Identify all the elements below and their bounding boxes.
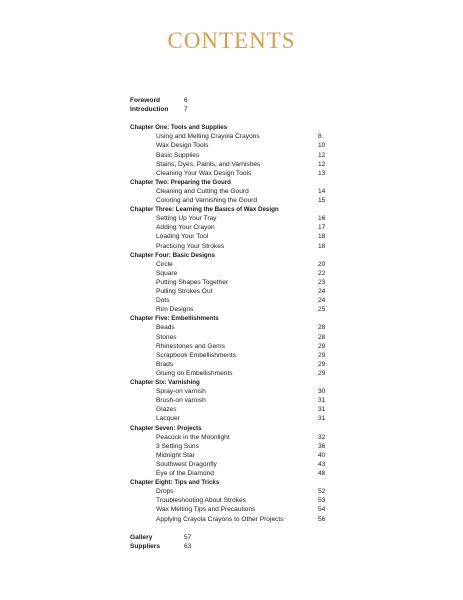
section-entry	[0, 360, 463, 369]
section-entry-label: Cleaning and Cutting the Gourd	[156, 187, 249, 195]
section-entry	[0, 287, 463, 296]
section-entry-page-number: 29	[318, 342, 326, 350]
section-entry	[0, 369, 463, 378]
section-entry-label: Eye of the Diamond	[156, 470, 214, 477]
section-entry-page-number: 15	[318, 197, 326, 204]
section-entry-label: Putting Shapes Together	[156, 278, 229, 286]
front-matter-entry-label: Foreword	[130, 97, 161, 104]
section-entry-page-number: 53	[318, 497, 326, 505]
section-entry	[0, 269, 463, 278]
section-entry-label: Midnight Star	[156, 451, 195, 459]
back-matter-entry	[0, 533, 463, 542]
section-entry-page-number: 18	[318, 242, 326, 250]
section-entry	[0, 278, 463, 287]
section-entry-page-number: 24	[318, 297, 326, 305]
section-entry	[0, 296, 463, 305]
section-entry-label: Applying Crayola Crayons to Other Projects	[156, 515, 284, 523]
section-entry-page-number: 43	[318, 460, 326, 468]
section-entry-page-number: 12	[318, 151, 326, 159]
section-entry-page-number: 36	[318, 442, 326, 450]
section-entry-page-number: 14	[318, 187, 326, 195]
section-entry	[0, 469, 463, 478]
section-entry	[0, 242, 463, 251]
section-entry-page-number: 22	[318, 269, 326, 277]
section-entry-page-number: 8	[318, 133, 322, 141]
section-entry-label: Rim Designs	[156, 306, 194, 314]
section-entry-page-number: 20	[318, 260, 326, 268]
section-entry-page-number: 31	[318, 415, 326, 423]
section-entry-label: Basic Supplies	[156, 151, 200, 159]
section-entry-label: Brush-on varnish	[156, 397, 206, 405]
back-matter-entry-label: Gallery	[130, 533, 153, 541]
section-entry	[0, 187, 463, 196]
section-entry-label: Rhinestones and Gems	[156, 342, 225, 350]
section-entry	[0, 196, 463, 205]
back-matter-entry-page-number: 57	[184, 533, 192, 541]
section-entry-label: Stains, Dyes, Paints, and Varnishes	[156, 160, 261, 168]
section-entry-page-number: 31	[318, 397, 326, 405]
section-entry-page-number: 29	[318, 360, 326, 368]
front-matter-entry-page-number: 7	[184, 106, 188, 114]
section-entry-label: Glazes	[156, 406, 177, 414]
section-entry-label: Cleaning Your Wax Design Tools	[156, 169, 252, 177]
section-entry	[0, 232, 463, 241]
section-entry	[0, 515, 463, 524]
front-matter-entry-page-number: 6	[184, 97, 188, 104]
section-entry-label: Square	[156, 269, 178, 277]
section-entry	[0, 414, 463, 423]
section-entry-label: Wax Melting Tips and Precautions	[156, 506, 256, 514]
chapter-heading: Chapter Two: Preparing the Gourd	[130, 178, 231, 186]
section-entry	[0, 323, 463, 332]
section-entry-label: Lacquer	[156, 415, 180, 423]
section-entry-page-number: 16	[318, 215, 326, 223]
section-entry	[0, 433, 463, 442]
chapter-heading: Chapter Seven: Projects	[130, 424, 202, 432]
section-entry-label: Southwest Dragonfly	[156, 460, 217, 468]
contents-title: CONTENTS	[167, 28, 296, 53]
section-entry	[0, 387, 463, 396]
section-entry	[0, 169, 463, 178]
front-matter-entry	[0, 96, 463, 105]
section-entry-label: Wax Design Tools	[156, 142, 209, 150]
section-entry	[0, 442, 463, 451]
section-entry	[0, 160, 463, 169]
section-entry-label: Adding Your Crayon	[156, 224, 215, 232]
section-entry-page-number: 23	[318, 278, 326, 286]
section-entry-page-number: 24	[318, 288, 326, 295]
section-entry-label: Spray-on varnish	[156, 388, 206, 396]
section-entry-label: Loading Your Tool	[156, 233, 209, 241]
section-entry-label: Practicing Your Strokes	[156, 242, 225, 250]
section-entry-page-number: 40	[318, 451, 326, 459]
section-entry-page-number: 12	[318, 160, 326, 168]
back-matter-entry	[0, 542, 463, 551]
section-entry	[0, 342, 463, 351]
section-entry-label: Beads	[156, 324, 175, 332]
section-entry-page-number: 32	[318, 433, 326, 441]
section-entry-label: Setting Up Your Tray	[156, 215, 217, 223]
section-entry-page-number: 10	[318, 142, 326, 150]
section-entry-page-number: 28	[318, 324, 326, 332]
section-entry-page-number: 28	[318, 333, 326, 341]
section-entry-page-number: 56	[318, 515, 326, 523]
section-entry-label: Troubleshooting About Strokes	[156, 497, 246, 505]
chapter-heading: Chapter Four: Basic Designs	[130, 251, 215, 259]
section-entry	[0, 151, 463, 160]
section-entry-label: Peacock in the Moonlight	[156, 433, 230, 441]
section-entry	[0, 141, 463, 150]
section-entry-label: Circle	[156, 260, 173, 268]
section-entry-label: Gluing on Embellishments	[156, 369, 233, 377]
front-matter-entry	[0, 105, 463, 114]
section-entry	[0, 405, 463, 414]
section-entry-label: Scrapbook Embellishments	[156, 351, 236, 359]
section-entry-page-number: 52	[318, 488, 326, 496]
section-entry-page-number: 13	[318, 169, 326, 177]
section-entry-page-number: 17	[318, 224, 326, 232]
section-entry	[0, 496, 463, 505]
section-entry	[0, 333, 463, 342]
section-entry	[0, 214, 463, 223]
section-entry	[0, 260, 463, 269]
section-entry-label: Pulling Strokes Out	[156, 288, 213, 295]
section-entry-label: Brads	[156, 360, 174, 368]
section-entry	[0, 351, 463, 360]
section-entry	[0, 305, 463, 314]
section-entry	[0, 132, 463, 141]
section-entry-page-number: 25	[318, 306, 326, 314]
section-entry	[0, 460, 463, 469]
section-entry-page-number: 31	[318, 406, 326, 414]
chapter-heading: Chapter Six: Varnishing	[130, 379, 200, 386]
section-entry-page-number: 48	[318, 470, 326, 477]
section-entry-label: Coloring and Varnishing the Gourd	[156, 197, 258, 204]
front-matter-entry-label: Introduction	[130, 106, 169, 114]
section-entry-label: Using and Melting Crayola Crayons	[156, 133, 260, 141]
chapter-heading: Chapter Three: Learning the Basics of Wax Design	[130, 206, 279, 214]
section-entry-page-number: 54	[318, 506, 326, 514]
back-matter-entry-label: Suppliers	[130, 542, 161, 550]
section-entry-page-number: 29	[318, 369, 326, 377]
section-entry	[0, 223, 463, 232]
section-entry-label: Dots	[156, 297, 170, 305]
section-entry-label: Drops	[156, 488, 174, 496]
section-entry-label: Stones	[156, 333, 177, 341]
section-entry	[0, 396, 463, 405]
section-entry-label: 3 Setting Suns	[156, 442, 199, 450]
section-entry	[0, 487, 463, 496]
section-entry-page-number: 29	[318, 351, 326, 359]
chapter-heading: Chapter Eight: Tips and Tricks	[130, 479, 220, 487]
section-entry	[0, 451, 463, 460]
back-matter-entry-page-number: 63	[184, 542, 192, 550]
chapter-heading: Chapter Five: Embellishments	[130, 315, 219, 323]
section-entry-page-number: 18	[318, 233, 326, 241]
section-entry-page-number: 30	[318, 388, 326, 396]
section-entry	[0, 505, 463, 514]
chapter-heading: Chapter One: Tools and Supplies	[130, 124, 228, 132]
